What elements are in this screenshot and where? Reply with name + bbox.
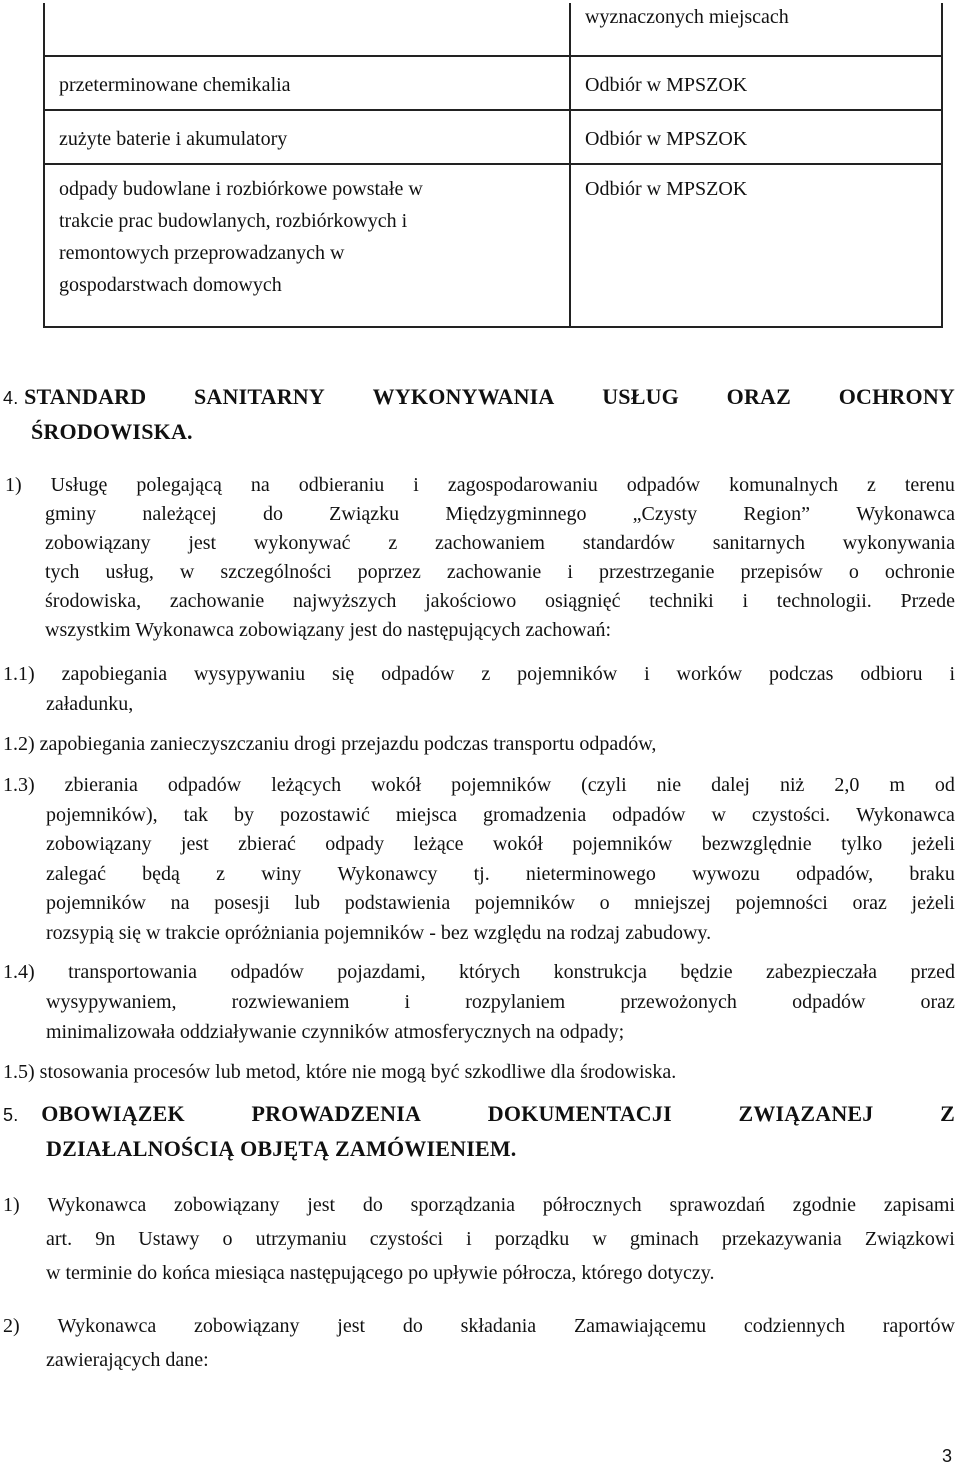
word: codziennych <box>743 1315 845 1337</box>
word: sprawozdań <box>669 1194 765 1216</box>
word: braku <box>909 862 955 885</box>
word: zgodnie <box>792 1194 857 1216</box>
word: lub <box>294 892 321 914</box>
heading-word: USŁUG <box>602 384 679 409</box>
heading-word: SANITARNY <box>194 384 325 409</box>
item-1-2 <box>3 730 955 759</box>
word: Wykonawcy <box>337 862 438 885</box>
word: 1.3) <box>3 774 35 796</box>
word: niż <box>779 774 805 796</box>
word: standardów <box>582 532 675 554</box>
word: podstawienia <box>344 892 451 914</box>
word: jest <box>337 1315 366 1337</box>
word: raportów <box>882 1315 955 1337</box>
heading-word: Z <box>940 1101 955 1126</box>
word: pojemników <box>451 774 552 796</box>
heading-word: STANDARD <box>24 384 147 409</box>
text-line: minimalizowała oddziaływanie czynników atmosferycznych na odpady; <box>46 1021 625 1043</box>
text-line <box>3 771 955 801</box>
word: leżących <box>271 774 342 796</box>
text-line <box>3 1222 955 1256</box>
heading-line <box>3 1097 955 1132</box>
text-line: załadunku, <box>46 693 134 715</box>
text-line <box>3 830 955 860</box>
word: na <box>250 474 270 496</box>
word: terenu <box>904 474 955 496</box>
word: zachowanie <box>446 561 542 583</box>
word: jest <box>180 833 209 855</box>
heading-word: ZWIĄZANEJ <box>738 1101 874 1126</box>
text-line: zawierających dane: <box>46 1349 209 1371</box>
word: i <box>567 561 573 583</box>
text-line: wszystkim Wykonawca zobowiązany jest do następujących zachowań: <box>45 619 612 641</box>
word: „Czysty <box>632 503 698 525</box>
word: tak <box>183 803 209 826</box>
word: o <box>222 1228 233 1250</box>
word: będą <box>142 862 180 885</box>
table-row <box>44 110 942 164</box>
word: ochronie <box>884 561 955 583</box>
word: w <box>179 561 195 583</box>
word: jakościowo <box>425 590 517 612</box>
word: przestrzeganie <box>599 561 715 583</box>
table-row <box>44 3 942 56</box>
word: zobowiązany <box>46 833 152 855</box>
word: technologii. <box>776 590 872 612</box>
word: wysypywaniem, <box>46 991 177 1013</box>
word: dalej <box>711 774 750 796</box>
word: półrocznych <box>542 1194 642 1216</box>
heading-word: OBOWIĄZEK <box>41 1101 185 1126</box>
word: i <box>466 1228 472 1250</box>
word: zagospodarowaniu <box>447 474 598 496</box>
word: transportowania <box>68 961 197 983</box>
word: zobowiązany <box>193 1315 300 1337</box>
word: (czyli <box>581 774 627 796</box>
heading-first <box>3 380 146 415</box>
heading-word: ORAZ <box>726 384 792 409</box>
word: utrzymaniu <box>255 1228 347 1250</box>
word: 2,0 <box>834 774 860 796</box>
word: w <box>711 803 726 826</box>
text-line <box>5 529 955 558</box>
word: pojemności <box>735 892 828 914</box>
word: w <box>592 1228 607 1250</box>
word: nie <box>656 774 682 796</box>
table-row <box>44 164 942 327</box>
word: 1) <box>3 1194 20 1216</box>
word: sporządzania <box>410 1194 516 1216</box>
word: rozpylaniem <box>465 991 566 1013</box>
word: posesji <box>214 892 270 914</box>
word: polegającą <box>136 474 222 496</box>
heading-line <box>3 380 955 415</box>
word: wokół <box>492 833 543 855</box>
word: z <box>388 532 398 554</box>
word: do <box>362 1194 383 1216</box>
word: oraz <box>852 892 887 914</box>
text-line <box>5 587 955 616</box>
word: odpadów <box>792 991 866 1013</box>
word: odpady <box>325 833 385 855</box>
text-line <box>3 957 955 987</box>
word: przekazywania <box>721 1228 842 1250</box>
word: do <box>402 1315 423 1337</box>
word: gromadzenia <box>482 803 587 826</box>
word: odbieraniu <box>298 474 385 496</box>
word: 9n <box>95 1228 116 1250</box>
cell-text: wyznaczonych miejscach <box>585 6 789 28</box>
word: by <box>234 803 254 826</box>
word: tych <box>45 561 80 583</box>
word: techniki <box>649 590 714 612</box>
word: 1.1) <box>3 663 35 685</box>
word: zabezpieczała <box>766 961 878 983</box>
table-row <box>44 56 942 110</box>
section-5-paragraph-2 <box>3 1309 955 1377</box>
word: Usługę <box>50 474 108 496</box>
word: tj. <box>473 862 490 885</box>
word: m <box>889 774 905 796</box>
word: pojemników), <box>46 803 158 826</box>
word: jeżeli <box>911 833 955 855</box>
cell-line: remontowych przeprowadzanych w <box>59 242 345 264</box>
word: Międzygminnego <box>445 503 587 525</box>
word: jest <box>307 1194 336 1216</box>
word: art. <box>46 1228 73 1250</box>
word: Wykonawca <box>856 503 955 525</box>
word: wykonywania <box>842 532 955 554</box>
heading-line: ŚRODOWISKA. <box>31 419 193 444</box>
word: Wykonawca <box>57 1315 157 1337</box>
text-line <box>3 659 955 689</box>
word: komunalnych <box>729 474 838 496</box>
word: jeżeli <box>911 892 955 914</box>
word: pojemników <box>474 892 575 914</box>
word: winy <box>261 862 302 885</box>
word: rozwiewaniem <box>231 991 350 1013</box>
word: nieterminowego <box>525 862 656 885</box>
word: pojemników <box>46 892 146 914</box>
word: pojemników <box>517 663 618 685</box>
text-line <box>3 889 955 919</box>
word: pojazdami, <box>337 961 426 983</box>
word: i <box>413 474 419 496</box>
word: przed <box>910 961 955 983</box>
word: od <box>934 774 955 796</box>
word: na <box>170 892 190 914</box>
heading-line: DZIAŁALNOŚCIĄ OBJĘTĄ ZAMÓWIENIEM. <box>46 1136 517 1161</box>
word: zalegać <box>46 862 106 885</box>
word: mniejszej <box>634 892 711 914</box>
word: należącej <box>142 503 217 525</box>
item-1-4 <box>3 957 955 1047</box>
table-cell-left: przeterminowane chemikalia <box>44 56 570 110</box>
word: worków <box>676 663 743 685</box>
word: tylko <box>841 833 883 855</box>
page-number: 3 <box>941 1446 952 1466</box>
text-line <box>3 987 955 1017</box>
word: Związku <box>329 503 400 525</box>
word: i <box>404 991 411 1013</box>
word: zbierać <box>238 833 296 855</box>
word: szczególności <box>220 561 332 583</box>
section-5-heading <box>3 1097 955 1166</box>
word: Region” <box>743 503 810 525</box>
word: z <box>216 862 226 885</box>
text-line <box>3 1188 955 1222</box>
heading-word: OCHRONY <box>838 384 955 409</box>
cell-line: trakcie prac budowlanych, rozbiórkowych i <box>59 210 408 232</box>
text-line <box>3 860 955 890</box>
word: odpadów, <box>796 862 874 885</box>
word: środowiska, <box>45 590 142 612</box>
word: odpadów <box>612 803 686 826</box>
waste-collection-table <box>43 3 943 328</box>
word: zapobiegania <box>61 663 168 685</box>
word: najwyższych <box>293 590 397 612</box>
table-cell-left: zużyte baterie i akumulatory <box>44 110 570 164</box>
word: i <box>949 663 955 685</box>
word: Wykonawca <box>47 1194 147 1216</box>
word: odpadów <box>381 663 455 685</box>
word: pojemników <box>572 833 673 855</box>
word: zapisami <box>883 1194 955 1216</box>
word: pozostawić <box>279 803 370 826</box>
word: podczas <box>768 663 834 685</box>
section-5-paragraph-1 <box>3 1188 955 1290</box>
table-cell-left <box>44 164 570 327</box>
word: wokół <box>371 774 422 796</box>
word: i <box>644 663 650 685</box>
word: 2) <box>3 1315 20 1337</box>
word: odbioru <box>860 663 923 685</box>
word: miejsca <box>395 803 457 826</box>
word: się <box>332 663 355 685</box>
word: zbierania <box>64 774 138 796</box>
word: Zamawiającemu <box>573 1315 707 1337</box>
word: wysypywaniu <box>193 663 306 685</box>
word: konstrukcja <box>553 961 647 983</box>
text-line <box>3 801 955 831</box>
heading-word: DOKUMENTACJI <box>487 1101 672 1126</box>
word: Wykonawca <box>856 803 955 826</box>
heading-first <box>3 1097 185 1132</box>
item-1-3 <box>3 771 955 948</box>
word: gminy <box>45 503 97 525</box>
word: oraz <box>920 991 955 1013</box>
text-line: rozsypią się w trakcie opróżniania pojemników - bez względu na rodzaj zabudowy. <box>46 921 712 944</box>
section-number: 4. <box>3 388 19 408</box>
word: gminach <box>629 1228 699 1250</box>
word: przewożonych <box>620 991 737 1013</box>
word: wykonywać <box>253 532 351 554</box>
word: o <box>848 561 859 583</box>
word: 1.4) <box>3 961 35 983</box>
text-line <box>5 558 955 587</box>
word: usług, <box>105 561 154 583</box>
word: jest <box>188 532 217 554</box>
word: osiągnięć <box>544 590 621 612</box>
item-1-5 <box>3 1058 955 1087</box>
word: będzie <box>680 961 733 983</box>
word: odpadów <box>626 474 701 496</box>
table-cell-right: Odbiór w MPSZOK <box>570 110 942 164</box>
word: Przede <box>900 590 955 612</box>
item-1-1 <box>3 659 955 719</box>
section-4-paragraph-1 <box>5 471 955 645</box>
word: Związkowi <box>864 1228 955 1250</box>
word: zobowiązany <box>173 1194 280 1216</box>
table-cell-right <box>570 3 942 56</box>
word: których <box>459 961 521 983</box>
text-line <box>3 1309 955 1343</box>
table-cell-right: Odbiór w MPSZOK <box>570 56 942 110</box>
text-line: 1.2) zapobiegania zanieczyszczaniu drogi przejazdu podczas transportu odpadów, <box>3 733 657 755</box>
text-line: 1.5) stosowania procesów lub metod, które nie mogą być szkodliwe dla środowiska. <box>3 1061 677 1083</box>
word: z <box>481 663 491 685</box>
word: czystości. <box>751 803 831 826</box>
word: Ustawy <box>138 1228 200 1250</box>
section-number: 5. <box>3 1105 19 1125</box>
text-line <box>5 471 955 500</box>
word: 1) <box>5 474 22 496</box>
word: leżące <box>413 833 464 855</box>
word: składania <box>460 1315 537 1337</box>
section-4-heading <box>3 380 955 449</box>
word: przepisów <box>740 561 823 583</box>
word: czystości <box>369 1228 444 1250</box>
word: o <box>599 892 610 914</box>
text-line <box>5 500 955 529</box>
word: odpadów <box>167 774 242 796</box>
word: zachowaniem <box>435 532 545 554</box>
word: zachowanie <box>169 590 265 612</box>
word: z <box>866 474 876 496</box>
cell-line: gospodarstwach domowych <box>59 274 282 296</box>
word: odpadów <box>230 961 304 983</box>
text-line: w terminie do końca miesiąca następującego po upływie półrocza, którego dotyczy. <box>46 1262 715 1284</box>
table-cell-left <box>44 3 570 56</box>
word: poprzez <box>357 561 421 583</box>
word: wywozu <box>692 862 760 885</box>
word: i <box>742 590 749 612</box>
word: zobowiązany <box>45 532 151 554</box>
table-cell-right: Odbiór w MPSZOK <box>570 164 942 327</box>
cell-line: odpady budowlane i rozbiórkowe powstałe w <box>59 178 423 200</box>
word: do <box>262 503 283 525</box>
word: bezwzględnie <box>701 833 812 855</box>
heading-word: PROWADZENIA <box>251 1101 422 1126</box>
heading-word: WYKONYWANIA <box>372 384 555 409</box>
word: sanitarnych <box>712 532 805 554</box>
word: porządku <box>494 1228 570 1250</box>
